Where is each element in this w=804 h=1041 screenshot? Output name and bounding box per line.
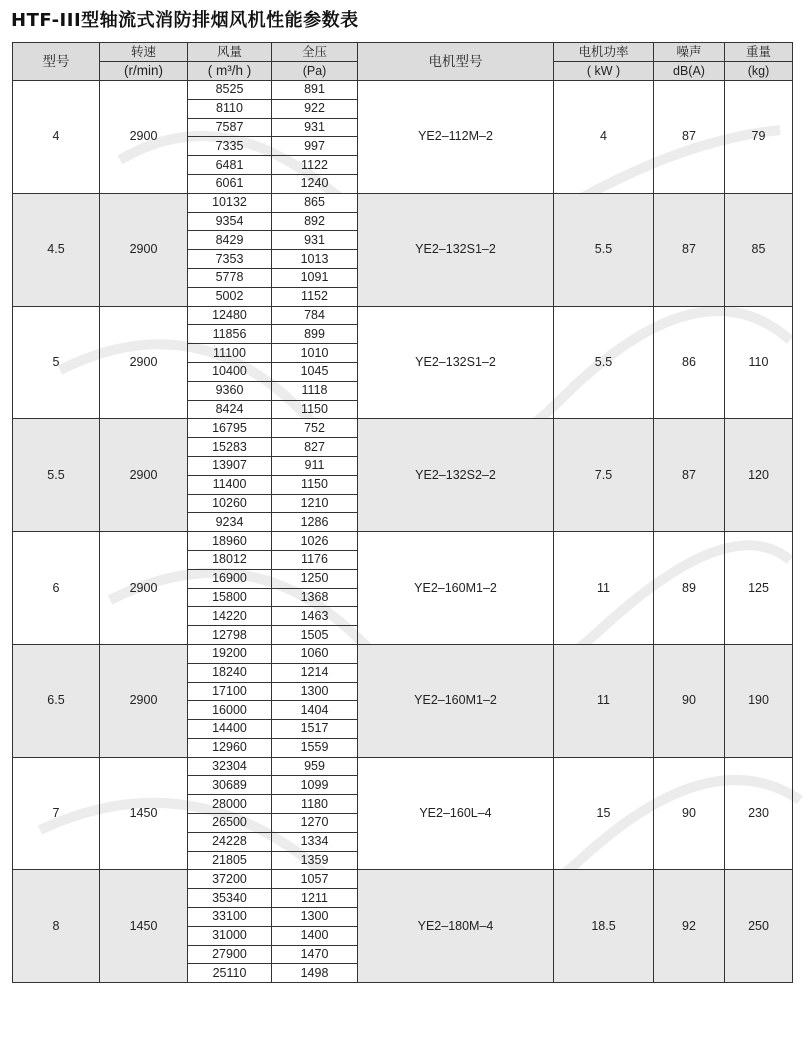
cell-airflow: 7587 [188, 118, 272, 137]
cell-pressure: 1470 [272, 945, 358, 964]
cell-pressure: 1045 [272, 362, 358, 381]
cell-weight: 230 [725, 757, 793, 870]
cell-speed: 2900 [100, 81, 188, 194]
cell-pressure: 931 [272, 231, 358, 250]
header-motor-power: 电机功率 [554, 43, 654, 62]
cell-airflow: 27900 [188, 945, 272, 964]
header-speed-unit: (r/min) [100, 62, 188, 81]
cell-airflow: 28000 [188, 795, 272, 814]
cell-airflow: 9360 [188, 381, 272, 400]
cell-airflow: 21805 [188, 851, 272, 870]
cell-airflow: 10260 [188, 494, 272, 513]
cell-weight: 250 [725, 870, 793, 983]
cell-model: 7 [13, 757, 100, 870]
cell-speed: 1450 [100, 870, 188, 983]
cell-airflow: 8429 [188, 231, 272, 250]
cell-pressure: 1250 [272, 569, 358, 588]
cell-pressure: 1300 [272, 682, 358, 701]
cell-airflow: 12960 [188, 738, 272, 757]
cell-airflow: 8525 [188, 81, 272, 100]
table-header [13, 43, 793, 81]
cell-airflow: 12798 [188, 626, 272, 645]
cell-pressure: 1517 [272, 720, 358, 739]
cell-motor-power: 7.5 [554, 419, 654, 532]
cell-pressure: 1559 [272, 738, 358, 757]
cell-noise: 90 [654, 644, 725, 757]
cell-airflow: 33100 [188, 908, 272, 927]
table-row [13, 306, 793, 325]
cell-pressure: 1240 [272, 174, 358, 193]
cell-airflow: 31000 [188, 926, 272, 945]
cell-airflow: 13907 [188, 456, 272, 475]
cell-airflow: 25110 [188, 964, 272, 983]
cell-pressure: 1026 [272, 532, 358, 551]
cell-pressure: 1211 [272, 889, 358, 908]
cell-noise: 92 [654, 870, 725, 983]
header-airflow: 风量 [188, 43, 272, 62]
cell-airflow: 5778 [188, 268, 272, 287]
cell-motor-model: YE2–132S2–2 [358, 419, 554, 532]
cell-motor-model: YE2–132S1–2 [358, 193, 554, 306]
cell-airflow: 17100 [188, 682, 272, 701]
cell-motor-model: YE2–160M1–2 [358, 532, 554, 645]
cell-pressure: 922 [272, 99, 358, 118]
cell-airflow: 16795 [188, 419, 272, 438]
cell-pressure: 1300 [272, 908, 358, 927]
cell-pressure: 784 [272, 306, 358, 325]
cell-weight: 85 [725, 193, 793, 306]
cell-airflow: 12480 [188, 306, 272, 325]
cell-airflow: 6481 [188, 156, 272, 175]
cell-speed: 2900 [100, 419, 188, 532]
cell-pressure: 1210 [272, 494, 358, 513]
cell-airflow: 26500 [188, 814, 272, 833]
cell-pressure: 1118 [272, 381, 358, 400]
cell-motor-model: YE2–160L–4 [358, 757, 554, 870]
table-row [13, 81, 793, 100]
cell-pressure: 1150 [272, 475, 358, 494]
cell-motor-model: YE2–112M–2 [358, 81, 554, 194]
table-row [13, 644, 793, 663]
cell-pressure: 1180 [272, 795, 358, 814]
cell-pressure: 1334 [272, 832, 358, 851]
header-motor-power-unit: ( kW ) [554, 62, 654, 81]
cell-motor-power: 11 [554, 644, 654, 757]
cell-pressure: 1010 [272, 344, 358, 363]
cell-pressure: 997 [272, 137, 358, 156]
cell-pressure: 1359 [272, 851, 358, 870]
table-body [13, 81, 793, 983]
header-speed: 转速 [100, 43, 188, 62]
table-row [13, 419, 793, 438]
cell-motor-power: 5.5 [554, 306, 654, 419]
cell-airflow: 7353 [188, 250, 272, 269]
cell-pressure: 1404 [272, 701, 358, 720]
cell-weight: 190 [725, 644, 793, 757]
cell-motor-power: 5.5 [554, 193, 654, 306]
cell-airflow: 11856 [188, 325, 272, 344]
cell-airflow: 10132 [188, 193, 272, 212]
table-row [13, 870, 793, 889]
cell-pressure: 1091 [272, 268, 358, 287]
cell-airflow: 11400 [188, 475, 272, 494]
cell-pressure: 959 [272, 757, 358, 776]
cell-noise: 90 [654, 757, 725, 870]
cell-speed: 2900 [100, 644, 188, 757]
cell-noise: 87 [654, 419, 725, 532]
cell-airflow: 32304 [188, 757, 272, 776]
cell-weight: 110 [725, 306, 793, 419]
cell-pressure: 911 [272, 456, 358, 475]
cell-pressure: 899 [272, 325, 358, 344]
cell-airflow: 18012 [188, 550, 272, 569]
cell-airflow: 7335 [188, 137, 272, 156]
cell-motor-power: 15 [554, 757, 654, 870]
cell-pressure: 931 [272, 118, 358, 137]
cell-pressure: 1505 [272, 626, 358, 645]
header-pressure: 全压 [272, 43, 358, 62]
cell-airflow: 6061 [188, 174, 272, 193]
cell-model: 5 [13, 306, 100, 419]
cell-weight: 120 [725, 419, 793, 532]
cell-airflow: 15800 [188, 588, 272, 607]
cell-motor-power: 11 [554, 532, 654, 645]
cell-model: 5.5 [13, 419, 100, 532]
cell-model: 4.5 [13, 193, 100, 306]
header-airflow-unit: ( m³/h ) [188, 62, 272, 81]
header-weight: 重量 [725, 43, 793, 62]
cell-airflow: 14400 [188, 720, 272, 739]
cell-weight: 79 [725, 81, 793, 194]
cell-airflow: 14220 [188, 607, 272, 626]
cell-airflow: 10400 [188, 362, 272, 381]
cell-motor-power: 18.5 [554, 870, 654, 983]
cell-pressure: 1122 [272, 156, 358, 175]
cell-airflow: 9354 [188, 212, 272, 231]
cell-weight: 125 [725, 532, 793, 645]
table-row [13, 757, 793, 776]
header-pressure-unit: (Pa) [272, 62, 358, 81]
cell-airflow: 8424 [188, 400, 272, 419]
cell-noise: 89 [654, 532, 725, 645]
cell-pressure: 1214 [272, 663, 358, 682]
cell-noise: 87 [654, 193, 725, 306]
cell-airflow: 37200 [188, 870, 272, 889]
cell-pressure: 1270 [272, 814, 358, 833]
cell-pressure: 1286 [272, 513, 358, 532]
cell-speed: 2900 [100, 193, 188, 306]
cell-speed: 2900 [100, 306, 188, 419]
cell-airflow: 18960 [188, 532, 272, 551]
header-motor-model: 电机型号 [358, 43, 554, 81]
cell-motor-model: YE2–132S1–2 [358, 306, 554, 419]
cell-airflow: 30689 [188, 776, 272, 795]
cell-airflow: 11100 [188, 344, 272, 363]
cell-pressure: 752 [272, 419, 358, 438]
cell-pressure: 1152 [272, 287, 358, 306]
page-title: HTF-III型轴流式消防排烟风机性能参数表 [11, 10, 359, 31]
table-row [13, 193, 793, 212]
cell-airflow: 9234 [188, 513, 272, 532]
table-row [13, 532, 793, 551]
cell-speed: 1450 [100, 757, 188, 870]
cell-pressure: 1057 [272, 870, 358, 889]
cell-pressure: 1099 [272, 776, 358, 795]
cell-airflow: 24228 [188, 832, 272, 851]
cell-pressure: 892 [272, 212, 358, 231]
cell-airflow: 19200 [188, 644, 272, 663]
cell-model: 6.5 [13, 644, 100, 757]
header-model: 型号 [13, 43, 100, 81]
cell-pressure: 1176 [272, 550, 358, 569]
cell-pressure: 1368 [272, 588, 358, 607]
cell-model: 6 [13, 532, 100, 645]
cell-pressure: 1498 [272, 964, 358, 983]
cell-motor-power: 4 [554, 81, 654, 194]
cell-pressure: 891 [272, 81, 358, 100]
cell-pressure: 1013 [272, 250, 358, 269]
cell-motor-model: YE2–180M–4 [358, 870, 554, 983]
header-weight-unit: (kg) [725, 62, 793, 81]
cell-model: 8 [13, 870, 100, 983]
header-noise: 噪声 [654, 43, 725, 62]
cell-pressure: 1400 [272, 926, 358, 945]
cell-motor-model: YE2–160M1–2 [358, 644, 554, 757]
cell-noise: 87 [654, 81, 725, 194]
header-noise-unit: dB(A) [654, 62, 725, 81]
cell-airflow: 16900 [188, 569, 272, 588]
cell-noise: 86 [654, 306, 725, 419]
cell-airflow: 18240 [188, 663, 272, 682]
cell-speed: 2900 [100, 532, 188, 645]
cell-airflow: 8110 [188, 99, 272, 118]
cell-pressure: 827 [272, 438, 358, 457]
cell-airflow: 16000 [188, 701, 272, 720]
cell-model: 4 [13, 81, 100, 194]
cell-pressure: 1463 [272, 607, 358, 626]
cell-airflow: 35340 [188, 889, 272, 908]
cell-pressure: 1060 [272, 644, 358, 663]
cell-pressure: 1150 [272, 400, 358, 419]
cell-pressure: 865 [272, 193, 358, 212]
cell-airflow: 15283 [188, 438, 272, 457]
performance-table [12, 42, 793, 983]
cell-airflow: 5002 [188, 287, 272, 306]
